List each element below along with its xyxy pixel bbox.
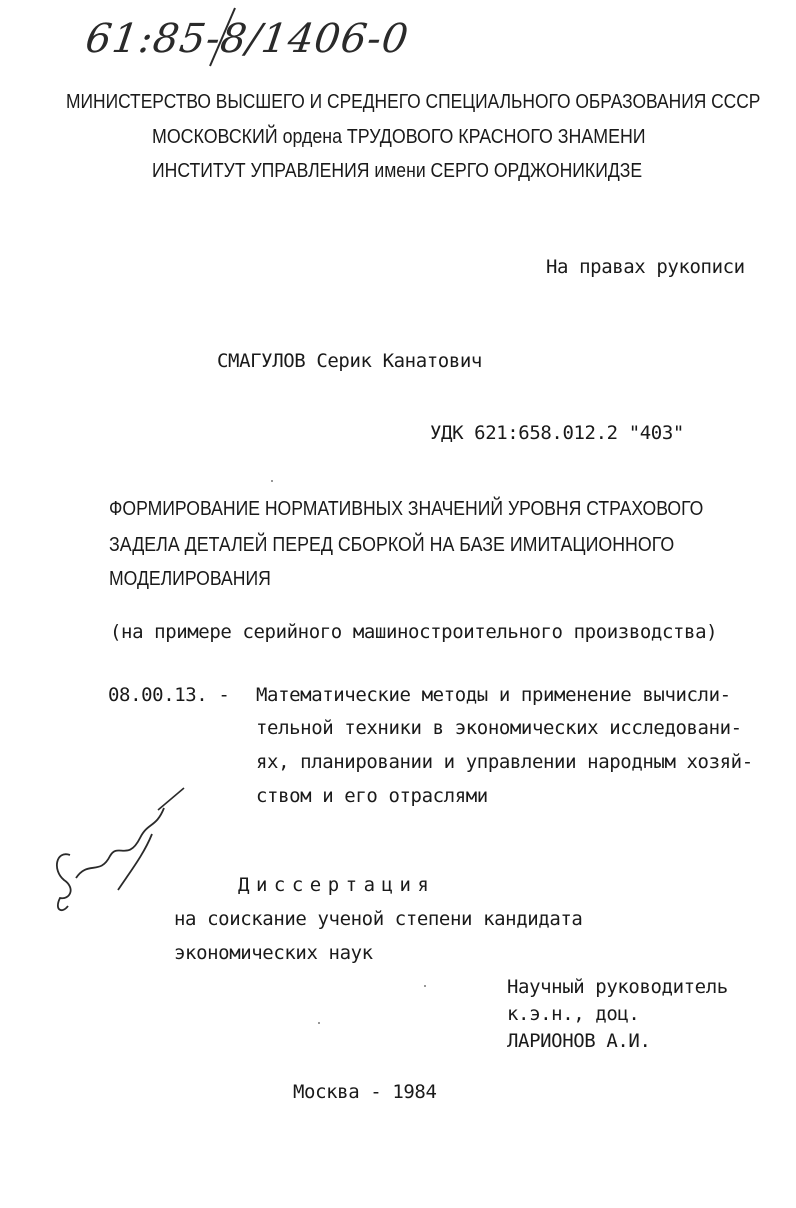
specialty-line-1: Математические методы и применение вычисли- [256, 684, 731, 706]
degree-line-1: на соискание ученой степени кандидата [174, 908, 583, 930]
specialty-line-2: тельной техники в экономических исследовани- [256, 717, 742, 739]
institute-line-2: ИНСТИТУТ УПРАВЛЕНИЯ имени СЕРГО ОРДЖОНИКИДЗЕ [152, 160, 643, 182]
speck [318, 1022, 320, 1024]
title-line-3: МОДЕЛИРОВАНИЯ [109, 568, 271, 590]
udk-code: УДК 621:658.012.2 "403" [430, 422, 684, 444]
rights-note: На правах рукописи [546, 256, 745, 278]
author-name: СМАГУЛОВ Серик Канатович [217, 350, 482, 372]
title-line-1: ФОРМИРОВАНИЕ НОРМАТИВНЫХ ЗНАЧЕНИЙ УРОВНЯ СТРАХОВОГО [109, 498, 704, 520]
specialty-code: 08.00.13. - [108, 684, 230, 706]
supervisor-role: Научный руководитель [507, 976, 728, 998]
subtitle: (на примере серийного машиностроительного производства) [110, 621, 718, 643]
supervisor-name: ЛАРИОНОВ А.И. [507, 1030, 651, 1052]
title-line-2: ЗАДЕЛА ДЕТАЛЕЙ ПЕРЕД СБОРКОЙ НА БАЗЕ ИМИТАЦИОННОГО [109, 534, 675, 556]
speck [271, 480, 273, 482]
speck [424, 985, 426, 987]
specialty-line-3: ях, планировании и управлении народным хозяй- [256, 751, 753, 773]
archive-code-handwritten: 61:85-8/1406-0 [82, 16, 412, 62]
archive-code-underline [0, 0, 796, 70]
ministry-line: МИНИСТЕРСТВО ВЫСШЕГО И СРЕДНЕГО СПЕЦИАЛЬНОГО ОБРАЗОВАНИЯ СССР [66, 91, 761, 113]
institute-line-1: МОСКОВСКИЙ ордена ТРУДОВОГО КРАСНОГО ЗНАМЕНИ [152, 126, 646, 148]
place-and-year: Москва - 1984 [293, 1081, 437, 1103]
degree-line-2: экономических наук [174, 942, 373, 964]
degree-heading: Диссертация [238, 874, 436, 896]
supervisor-degree: к.э.н., доц. [507, 1003, 640, 1025]
specialty-line-4: ством и его отраслями [256, 785, 488, 807]
